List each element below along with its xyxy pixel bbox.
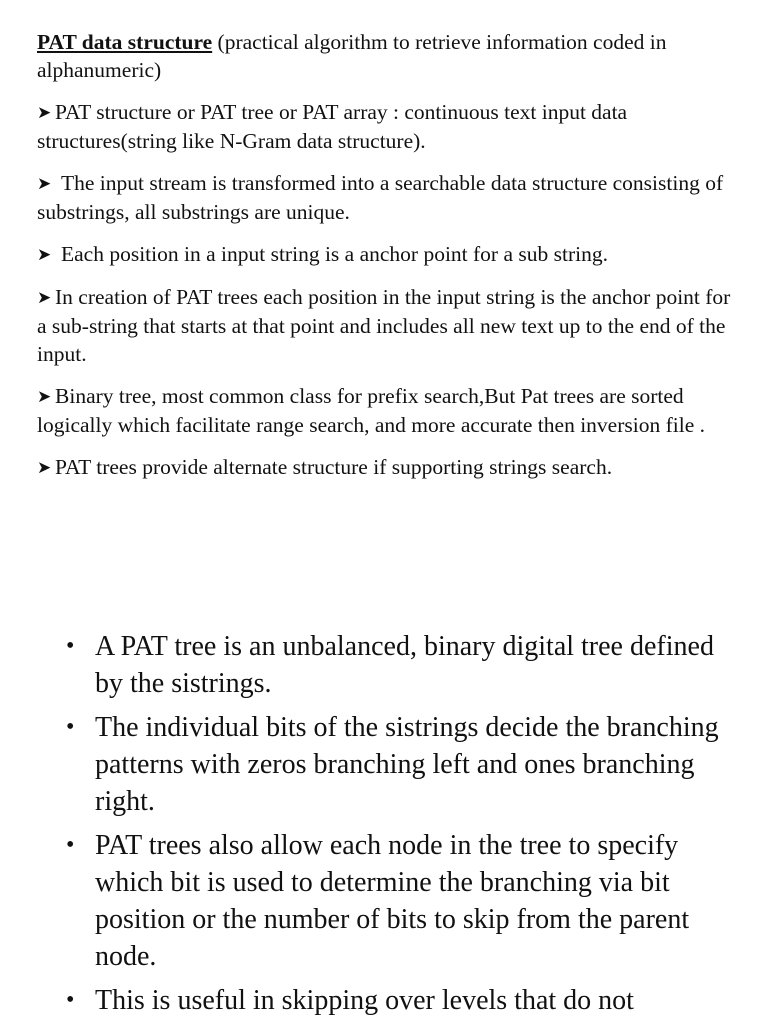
- note-point: [37, 240, 737, 269]
- list-item: [64, 709, 744, 820]
- note-point: [37, 98, 737, 155]
- arrow-bullet-icon: ➤: [37, 245, 52, 264]
- heading-term: PAT data structure: [37, 30, 213, 54]
- notes-heading: [37, 28, 737, 84]
- list-item-text: A PAT tree is an unbalanced, binary digital tree defined by the sistrings.: [95, 631, 714, 699]
- arrow-bullet-icon: ➤: [37, 174, 52, 193]
- arrow-bullet-icon: ➤: [37, 387, 52, 406]
- bullet-dot-icon: •: [66, 987, 75, 1013]
- bullet-dot-icon: •: [66, 633, 75, 659]
- note-point-text: Each position in a input string is a anchor point for a sub string.: [61, 242, 608, 266]
- arrow-bullet-icon: ➤: [37, 458, 52, 477]
- list-item-text: PAT trees also allow each node in the tree to specify which bit is used to determine the branching via bit position or the number of bits to skip from the parent node.: [95, 830, 690, 972]
- note-point-text: In creation of PAT trees each position in the input string is the anchor point for a sub-string that starts at that point and includes all new text up to the end of the input.: [37, 285, 731, 366]
- note-point-text: PAT structure or PAT tree or PAT array : continuous text input data structures(string like N-Gram data structure).: [37, 100, 628, 153]
- bullet-list: [64, 628, 744, 1026]
- heading-description: (practical algorithm to retrieve information coded in alphanumeric): [37, 30, 667, 82]
- note-point-text: Binary tree, most common class for prefix search,But Pat trees are sorted logically which facilitate range search, and more accurate then inversion file .: [37, 384, 705, 437]
- arrow-bullet-icon: ➤: [37, 288, 52, 307]
- list-item-text: The individual bits of the sistrings decide the branching patterns with zeros branching left and ones branching right.: [95, 712, 719, 817]
- note-point: [37, 283, 737, 368]
- list-item-text: This is useful in skipping over levels that do not: [95, 985, 634, 1016]
- note-point: [37, 453, 737, 482]
- list-item: [64, 628, 744, 702]
- list-item: [64, 827, 744, 975]
- note-point: [37, 382, 737, 439]
- notes-section: [37, 28, 737, 496]
- arrow-bullet-icon: ➤: [37, 103, 52, 122]
- note-point: [37, 169, 737, 226]
- note-point-text: The input stream is transformed into a searchable data structure consisting of substrings, all substrings are unique.: [37, 171, 724, 224]
- bullet-dot-icon: •: [66, 714, 75, 740]
- list-item: [64, 982, 744, 1019]
- note-point-text: PAT trees provide alternate structure if supporting strings search.: [55, 455, 613, 479]
- bullet-dot-icon: •: [66, 832, 75, 858]
